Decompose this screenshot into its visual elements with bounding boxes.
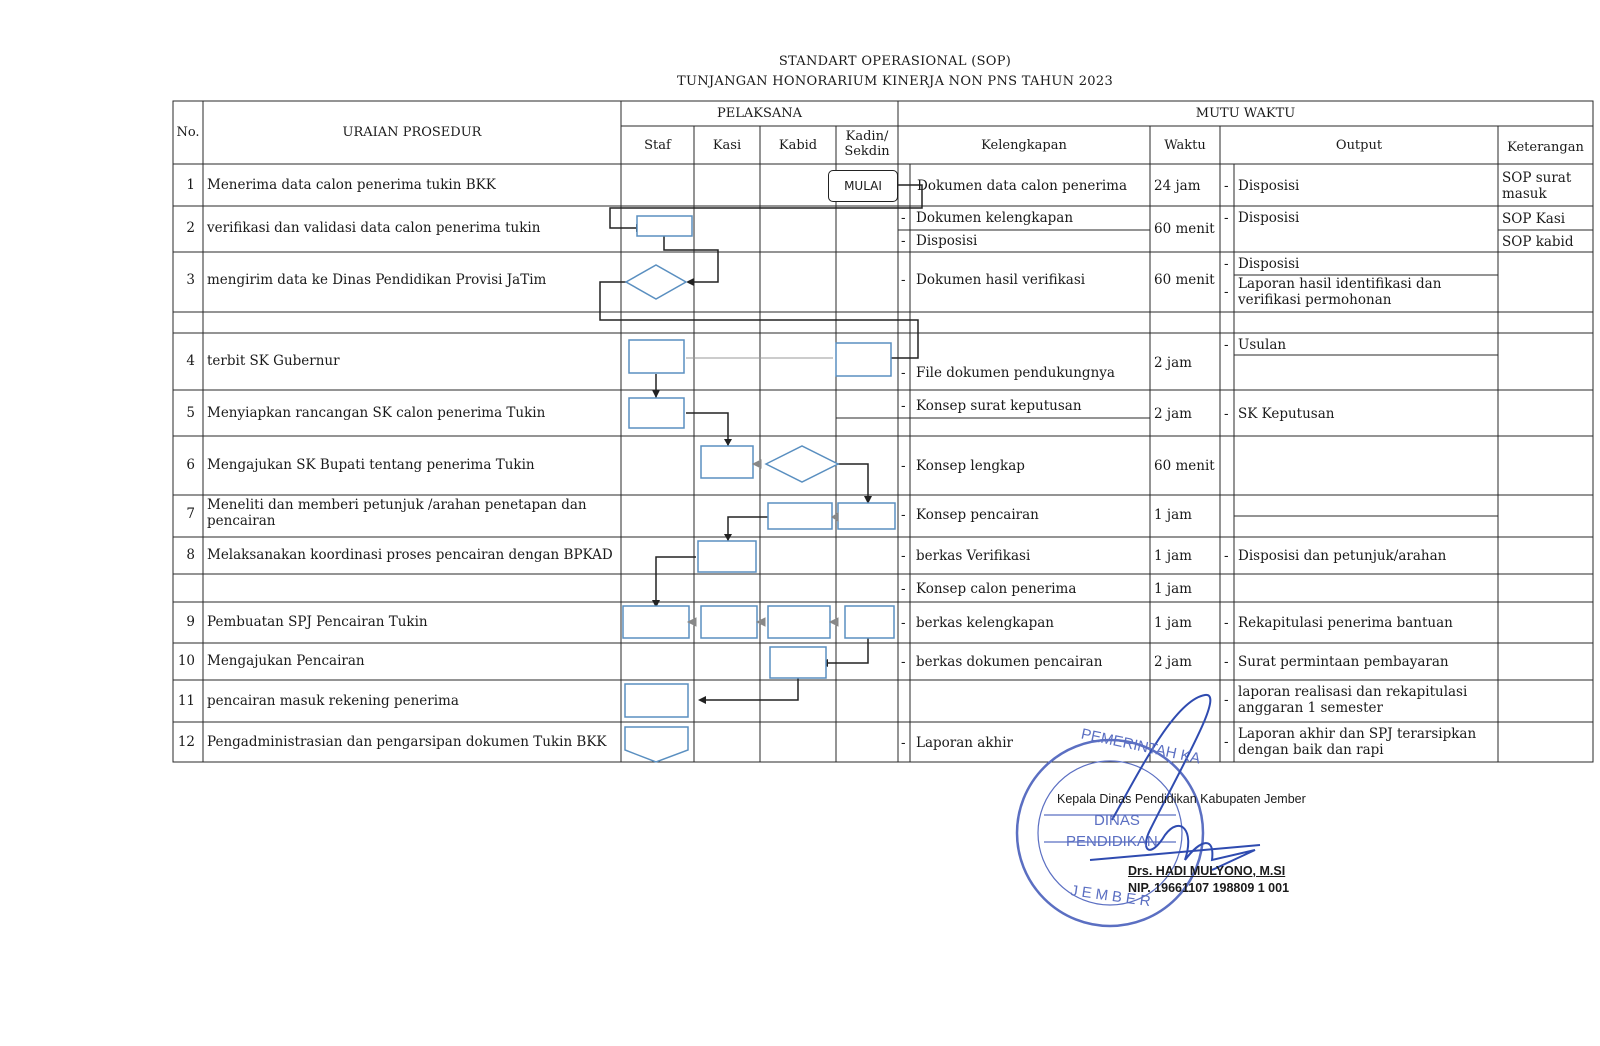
row4-uraian: terbit SK Gubernur [207,353,340,369]
process-box-row7-kabid [768,503,832,529]
header-kadin: Kadin/ Sekdin [844,129,890,159]
header-output: Output [1335,138,1383,153]
process-box-row9-kabid [768,606,830,638]
document-subtitle: TUNJANGAN HONORARIUM KINERJA NON PNS TAHUN 2023 [676,74,1114,89]
row10-uraian: Mengajukan Pencairan [207,653,365,669]
row12-no: 12 [177,734,195,750]
row2-uraian: verifikasi dan validasi data calon penerima tukin [207,220,541,236]
header-pelaksana: PELAKSANA [716,106,803,121]
row11-dash: - [1224,692,1229,708]
row3-dash: - [901,272,906,288]
row9-output: Rekapitulasi penerima bantuan [1238,615,1453,631]
row12-kelengkapan: Laporan akhir [916,735,1013,751]
row5-kelengkapan: Konsep surat keputusan [916,398,1082,414]
row7-kelengkapan: Konsep pencairan [916,507,1039,523]
header-uraian: URAIAN PROSEDUR [342,125,482,140]
row7-no: 7 [186,506,195,522]
row9-waktu: 1 jam [1154,615,1192,631]
row10-kelengkapan: berkas dokumen pencairan [916,654,1103,670]
row3-output-a: Disposisi [1238,256,1300,272]
row11-no: 11 [177,693,195,709]
process-box-row9-kasi [701,606,757,638]
row8-no: 8 [186,547,195,563]
row2-dash-b: - [901,233,906,249]
row3-kelengkapan: Dokumen hasil verifikasi [916,272,1086,288]
row2-waktu: 60 menit [1154,221,1215,237]
row2-dash-a: - [901,210,906,226]
process-box-row9-staf [623,606,689,638]
row12-output: Laporan akhir dan SPJ terarsipkan dengan baik dan rapi [1238,726,1477,758]
row9-uraian: Pembuatan SPJ Pencairan Tukin [207,614,428,630]
row8b-kelengkapan: Konsep calon penerima [916,581,1077,597]
row8b-dash: - [901,581,906,597]
stamp-center-line2: PENDIDIKAN [1066,833,1158,850]
row8-dash: - [901,548,906,564]
row8-dash-output: - [1224,548,1229,564]
process-box-row4-kadin [836,343,891,376]
row2-no: 2 [186,220,195,236]
process-box-row5-staf [629,398,684,428]
flow-start-terminator: MULAI [828,170,898,202]
row5-uraian: Menyiapkan rancangan SK calon penerima Tukin [207,405,546,421]
row10-no: 10 [177,653,195,669]
stamp-center-line1: DINAS [1094,812,1140,829]
row5-dash: - [901,398,906,414]
row8-waktu: 1 jam [1154,548,1192,564]
row4-kelengkapan: File dokumen pendukungnya [916,365,1115,381]
row3-uraian: mengirim data ke Dinas Pendidikan Provisi JaTim [207,272,547,288]
row2-dash: - [1224,210,1229,226]
offpage-connector-row12 [625,727,688,762]
row2-output: Disposisi [1238,210,1300,226]
row1-dash: - [1224,178,1229,194]
row4-waktu: 2 jam [1154,355,1192,371]
header-waktu: Waktu [1164,138,1206,153]
signatory-name: Drs. HADI MULYONO, M.SI [1128,864,1286,878]
row10-waktu: 2 jam [1154,654,1192,670]
row1-waktu: 24 jam [1154,178,1201,194]
row7-dash: - [901,507,906,523]
decision-diamond-row6 [766,446,838,482]
row7-waktu: 1 jam [1154,507,1192,523]
row7-uraian: Meneliti dan memberi petunjuk /arahan penetapan dan pencairan [207,497,587,529]
row12-dash: - [901,735,906,751]
header-kabid: Kabid [778,138,818,153]
row2-kelengkapan-a: Dokumen kelengkapan [916,210,1074,226]
row9-dash: - [901,615,906,631]
document-title: STANDART OPERASIONAL (SOP) [778,54,1012,69]
stamp-ring-bottom: JEMBER [1069,882,1156,911]
row10-dash: - [901,654,906,670]
row1-uraian: Menerima data calon penerima tukin BKK [207,177,496,193]
row1-kelengkapan: Dokumen data calon penerima [917,178,1128,194]
row9-no: 9 [186,614,195,630]
decision-diamond-row3 [626,265,686,299]
row3-output-b: Laporan hasil identifikasi dan verifikasi permohonan [1238,276,1442,308]
row9-dash-output: - [1224,615,1229,631]
row1-keterangan: SOP surat masuk [1502,170,1572,202]
signatory-nip: NIP. 19661107 198809 1 001 [1128,881,1290,895]
row8-kelengkapan: berkas Verifikasi [916,548,1031,564]
row5-output: SK Keputusan [1238,406,1335,422]
row8-output: Disposisi dan petunjuk/arahan [1238,548,1447,564]
row2-keterangan-b: SOP kabid [1502,234,1574,250]
process-box-row8-kasi [698,541,756,572]
header-keterangan: Keterangan [1507,140,1584,155]
row12-uraian: Pengadministrasian dan pengarsipan dokumen Tukin BKK [207,734,607,750]
signatory-position: Kepala Dinas Pendidikan Kabupaten Jember [1057,792,1306,806]
process-box-row4-staf [629,340,684,373]
row9-kelengkapan: berkas kelengkapan [916,615,1054,631]
header-staf: Staf [644,138,671,153]
stamp-ring-top: PEMERINTAH KA [1079,725,1202,768]
row4-dash-output: - [1224,337,1229,353]
row11-uraian: pencairan masuk rekening penerima [207,693,459,709]
header-kasi: Kasi [712,138,742,153]
header-no: No. [176,125,200,140]
process-box-row10-kabid [770,647,826,678]
row10-dash-output: - [1224,654,1229,670]
row5-no: 5 [186,405,195,421]
process-box-row6-kasi [701,446,753,478]
row8-uraian: Melaksanakan koordinasi proses pencairan dengan BPKAD [207,547,613,563]
row6-uraian: Mengajukan SK Bupati tentang penerima Tukin [207,457,535,473]
row3-dash-a: - [1224,256,1229,272]
row4-no: 4 [186,353,195,369]
row6-waktu: 60 menit [1154,458,1215,474]
process-box-row7-kadin [838,503,895,529]
row6-dash: - [901,458,906,474]
process-box-row9-kadin [845,606,894,638]
row3-no: 3 [186,272,195,288]
row12-dash-output: - [1224,734,1229,750]
row3-dash-b: - [1224,284,1229,300]
row3-waktu: 60 menit [1154,272,1215,288]
row6-kelengkapan: Konsep lengkap [916,458,1025,474]
row6-no: 6 [186,457,195,473]
row1-no: 1 [186,177,195,193]
row5-dash-output: - [1224,406,1229,422]
row4-output: Usulan [1238,337,1287,353]
row2-kelengkapan-b: Disposisi [916,233,978,249]
row1-output: Disposisi [1238,178,1300,194]
header-mutu-waktu: MUTU WAKTU [1195,106,1296,121]
row5-waktu: 2 jam [1154,406,1192,422]
row11-output: laporan realisasi dan rekapitulasi anggaran 1 semester [1238,684,1468,716]
row4-dash: - [901,365,906,381]
process-box-row11-staf [625,684,688,717]
header-kelengkapan: Kelengkapan [981,138,1067,153]
row8b-waktu: 1 jam [1154,581,1192,597]
process-box-row2-staf [637,216,692,236]
row10-output: Surat permintaan pembayaran [1238,654,1449,670]
row2-keterangan-a: SOP Kasi [1502,211,1566,227]
